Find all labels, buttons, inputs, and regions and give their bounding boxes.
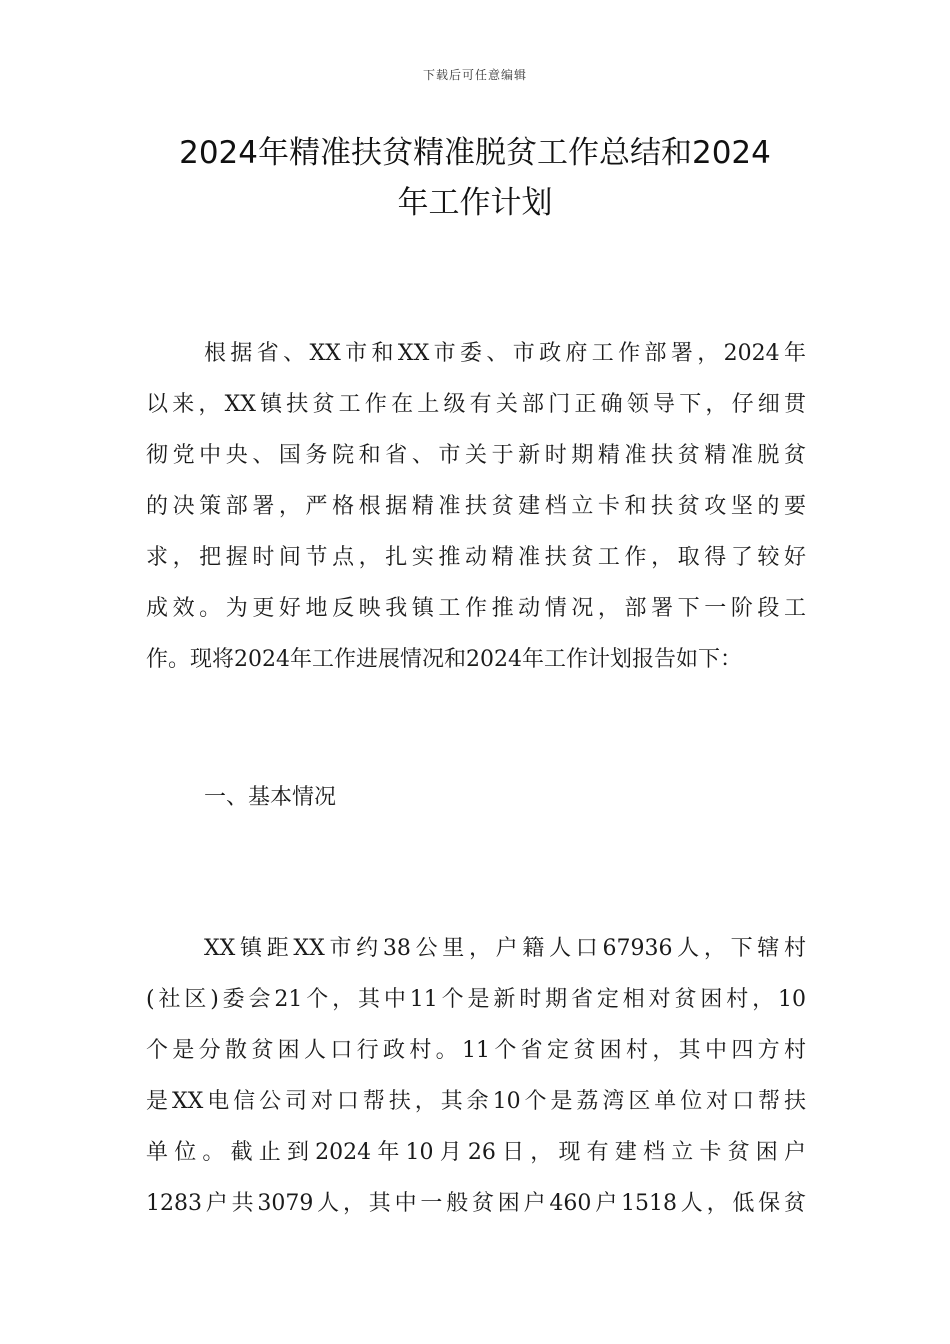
paragraph-line: 求，把握时间节点，扎实推动精准扶贫工作，取得了较好 <box>146 545 806 570</box>
paragraph-line: 成效。为更好地反映我镇工作推动情况，部署下一阶段工 <box>146 596 806 621</box>
intro-paragraph <box>146 328 806 685</box>
paragraph-line: 根据省、XX市和XX市委、市政府工作部署，2024年 <box>204 341 806 366</box>
paragraph-line: 个是分散贫困人口行政村。11个省定贫困村，其中四方村 <box>146 1038 806 1063</box>
paragraph-line: 彻党中央、国务院和省、市关于新时期精准扶贫精准脱贫 <box>146 443 806 468</box>
paragraph-line: 作。现将2024年工作进展情况和2024年工作计划报告如下： <box>146 647 742 672</box>
paragraph-line: 的决策部署，严格根据精准扶贫建档立卡和扶贫攻坚的要 <box>146 494 806 519</box>
paragraph-line: 1283户共3079人，其中一般贫困户460户1518人，低保贫 <box>146 1191 806 1216</box>
header-note: 下载后可任意编辑 <box>422 68 527 82</box>
section-heading-basic: 一、基本情况 <box>204 785 337 810</box>
document-title <box>145 128 805 228</box>
paragraph-line: XX镇距XX市约38公里，户籍人口67936人，下辖村 <box>204 936 806 961</box>
title-line-2: 年工作计划 <box>397 185 553 221</box>
basic-info-paragraph <box>146 923 806 1229</box>
title-line-1: 2024年精准扶贫精准脱贫工作总结和2024 <box>179 135 771 171</box>
paragraph-line: (社区)委会21个，其中11个是新时期省定相对贫困村，10 <box>146 987 806 1012</box>
paragraph-line: 以来，XX镇扶贫工作在上级有关部门正确领导下，仔细贯 <box>146 392 806 417</box>
paragraph-line: 是XX电信公司对口帮扶，其余10个是荔湾区单位对口帮扶 <box>146 1089 806 1114</box>
paragraph-line: 单位。截止到2024年10月26日，现有建档立卡贫困户 <box>146 1140 806 1165</box>
